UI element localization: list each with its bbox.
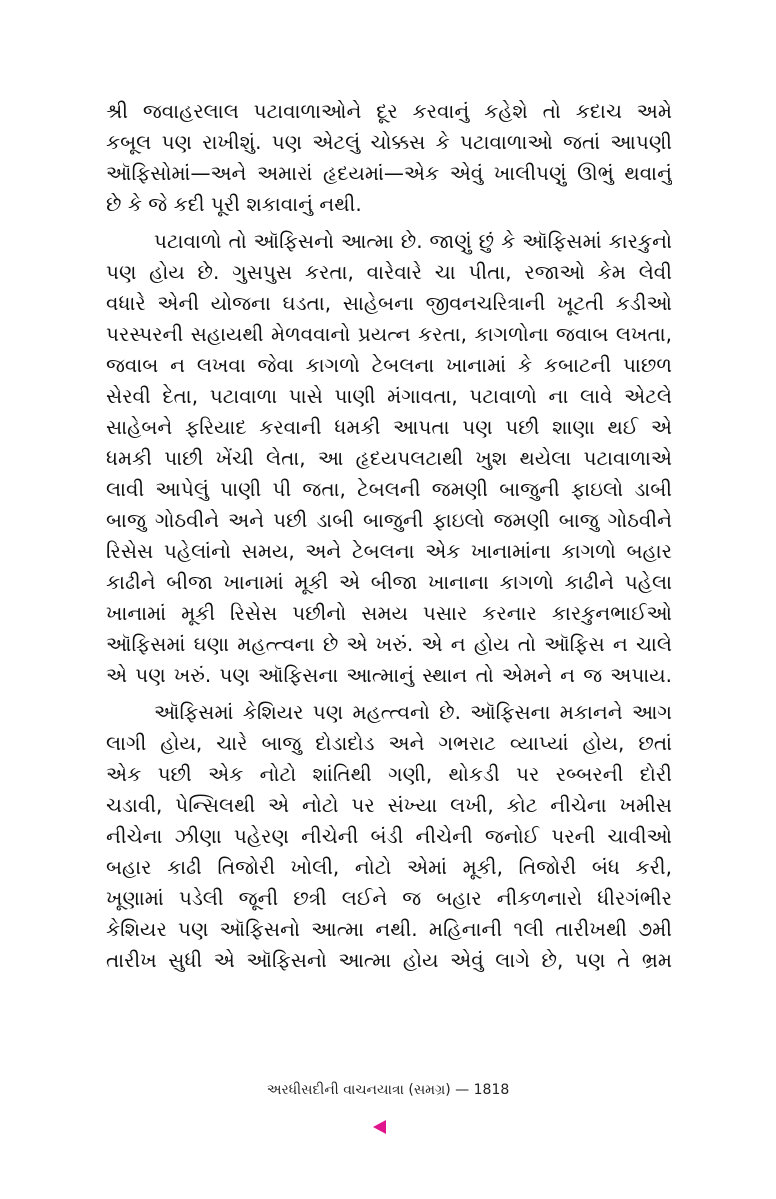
text-line: લાવી આપેલું પાણી પી જતા, ટેબલની જમણી બાજુની ફાઇલો ડાબી bbox=[106, 477, 672, 501]
text-line: કેશિયર પણ ઑફિસનો આત્મા નથી. મહિનાની ૧લી તારીખથી ૭મી bbox=[106, 917, 672, 941]
text-line: બાજુ ગોઠવીને અને પછી ડાબી બાજુની ફાઇલો જમણી બાજુ ગોઠવીને bbox=[106, 508, 672, 532]
text-line: છે કે જે કદી પૂરી શકાવાનું નથી. bbox=[106, 192, 362, 216]
text-line: કબૂલ પણ રાખીશું. પણ એટલું ચોક્કસ કે પટાવાળાઓ જતાં આપણી bbox=[106, 130, 672, 154]
text-line: બહાર કાઢી તિજોરી ખોલી, નોટો એમાં મૂકી, તિજોરી બંધ કરી, bbox=[106, 855, 672, 879]
text-line: ખૂણામાં પડેલી જૂની છત્રી લઈને જ બહાર નીકળનારો ધીરગંભીર bbox=[106, 886, 672, 910]
text-line: જવાબ ન લખવા જેવા કાગળો ટેબલના ખાનામાં કે કબાટની પાછળ bbox=[106, 353, 672, 377]
text-line: કાઢીને બીજા ખાનામાં મૂકી એ બીજા ખાનાના કાગળો કાઢીને પહેલા bbox=[106, 570, 672, 594]
text-line: સાહેબને ફરિયાદ કરવાની ધમકી આપતા પણ પછી શાણા થઈ એ bbox=[106, 415, 672, 439]
text-line: સેરવી દેતા, પટાવાળા પાસે પાણી મંગાવતા, પટાવાળો ના લાવે એટલે bbox=[106, 384, 672, 408]
text-line: રિસેસ પહેલાંનો સમય, અને ટેબલના એક ખાનામાંના કાગળો બહાર bbox=[106, 539, 672, 563]
paragraph-3 bbox=[106, 697, 672, 976]
paragraph-2 bbox=[106, 226, 672, 691]
text-line: ઑફિસમાં કેશિયર પણ મહત્ત્વનો છે. ઑફિસના મકાનને આગ bbox=[154, 700, 672, 724]
text-line: એ પણ ખરું. પણ ઑફિસના આત્માનું સ્થાન તો એમને ન જ અપાય. bbox=[106, 663, 672, 687]
text-line: ઑફિસમાં ઘણા મહત્ત્વના છે એ ખરું. એ ન હોય તો ઑફિસ ન ચાલે bbox=[106, 632, 672, 656]
text-line: લાગી હોય, ચારે બાજુ દોડાદોડ અને ગભરાટ વ્યાપ્યાં હોય, છતાં bbox=[106, 731, 672, 755]
text-line: પટાવાળો તો ઑફિસનો આત્મા છે. જાણું છું કે ઑફિસમાં કારકુનો bbox=[154, 229, 672, 253]
text-line: ચડાવી, પેન્સિલથી એ નોટો પર સંખ્યા લખી, કોટ નીચેના ખમીસ bbox=[106, 793, 672, 817]
text-line: ધમકી પાછી ખેંચી લેતા, આ હૃદયપલટાથી ખુશ થયેલા પટાવાળાએ bbox=[106, 446, 672, 470]
text-line: તારીખ સુધી એ ઑફિસનો આત્મા હોય એવું લાગે છે, પણ તે ભ્રમ bbox=[106, 948, 672, 972]
triangle-left-icon[interactable] bbox=[373, 1120, 386, 1134]
text-line: શ્રી જવાહરલાલ પટાવાળાઓને દૂર કરવાનું કહેશે તો કદાચ અમે bbox=[106, 99, 672, 123]
text-line: નીચેના ઝીણા પહેરણ નીચેની બંડી નીચેની જનોઈ પરની ચાવીઓ bbox=[106, 824, 672, 848]
text-line: ઑફિસોમાં—અને અમારાં હૃદયમાં—એક એવું ખાલીપણું ઊભું થવાનું bbox=[106, 161, 672, 185]
paragraph-1 bbox=[106, 96, 672, 220]
page-text bbox=[106, 96, 672, 976]
text-line: એક પછી એક નોટો શાંતિથી ગણી, થોકડી પર રબ્બરની દોરી bbox=[106, 762, 672, 786]
page-footer: અરધીસદીની વાચનયાત્રા (સમગ્ર) — 1818 bbox=[266, 1082, 510, 1098]
text-line: ખાનામાં મૂકી રિસેસ પછીનો સમય પસાર કરનાર કારકુનભાઈઓ bbox=[106, 601, 672, 625]
text-line: પરસ્પરની સહાયથી મેળવવાનો પ્રયત્ન કરતા, કાગળોના જવાબ લખતા, bbox=[106, 322, 672, 346]
text-line: વધારે એની યોજના ઘડતા, સાહેબના જીવનચરિત્રાની ખૂટતી કડીઓ bbox=[106, 291, 672, 315]
text-line: પણ હોય છે. ગુસપુસ કરતા, વારેવારે ચા પીતા, રજાઓ કેમ લેવી bbox=[106, 260, 672, 284]
